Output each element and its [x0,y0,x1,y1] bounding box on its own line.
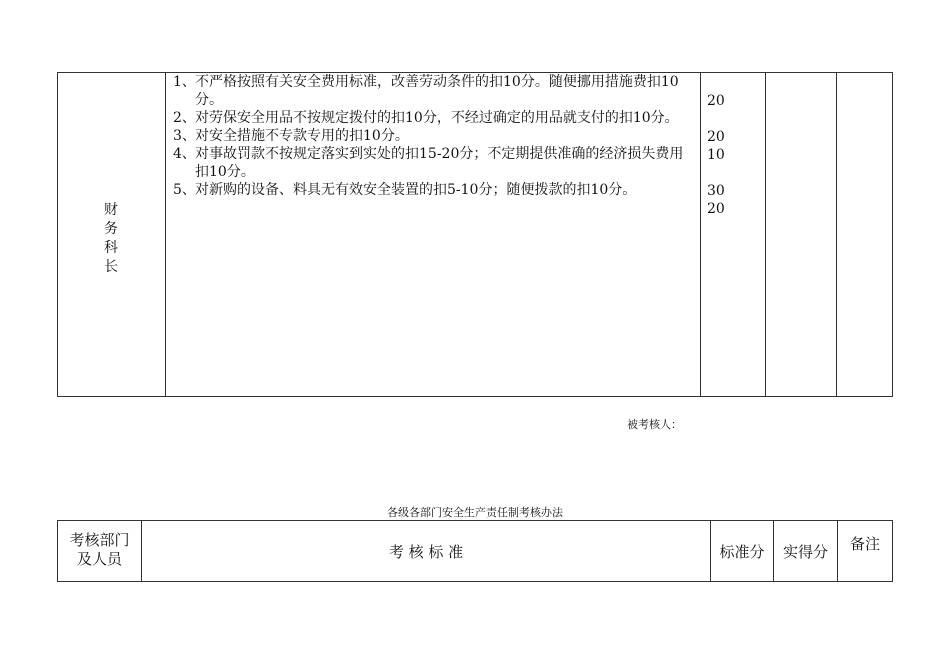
header-criteria-cell [141,520,711,582]
header-remarks: 备注 [849,535,880,553]
top-dept-cell [57,72,166,397]
header-dept-cell [57,520,142,582]
score-value [707,110,725,128]
header-actual: 实得分 [782,543,828,561]
header-actual-cell [773,520,838,582]
header-standard: 标准分 [719,543,765,561]
criteria-item: 3、 对安全措施不专款专用的扣10分。 [173,128,409,144]
top-criteria-cell [165,72,701,397]
top-remarks-cell [836,72,893,397]
score-value: 20 [707,129,725,145]
score-value [707,74,725,92]
criteria-item: 2、 对劳保安全用品不按规定拨付的扣10分，不经过确定的用品就支付的扣10分。 [173,110,679,126]
header-dept: 考核部门 及人员 [69,531,130,568]
criteria-item: 4、 对事故罚款不按规定落实到实处的扣15-20分；不定期提供准确的经济损失费用扣10分。 [173,146,684,180]
top-actual-cell [765,72,837,397]
criteria-item: 1、 不严格按照有关安全费用标准，改善劳动条件的扣10分。随便挪用措施费扣10分。 [173,74,679,108]
header-remarks-cell [837,520,893,582]
score-value [707,164,725,182]
score-value: 10 [707,147,725,163]
score-value: 20 [707,201,725,217]
score-value: 20 [707,93,725,109]
header-criteria: 考 核 标 准 [388,543,464,561]
header-standard-cell [710,520,774,582]
top-score-cell [700,72,766,397]
doc-title: 各级各部门安全生产责任制考核办法 [387,506,563,519]
criteria-item: 5、 对新购的设备、料具无有效安全装置的扣5-10分；随便拨款的扣10分。 [173,182,637,198]
criteria-list [173,73,696,199]
score-column [707,74,725,218]
dept-name: 财 务 科 长 [104,202,118,275]
assessee-label: 被考核人： [627,418,682,431]
score-value: 30 [707,183,725,199]
